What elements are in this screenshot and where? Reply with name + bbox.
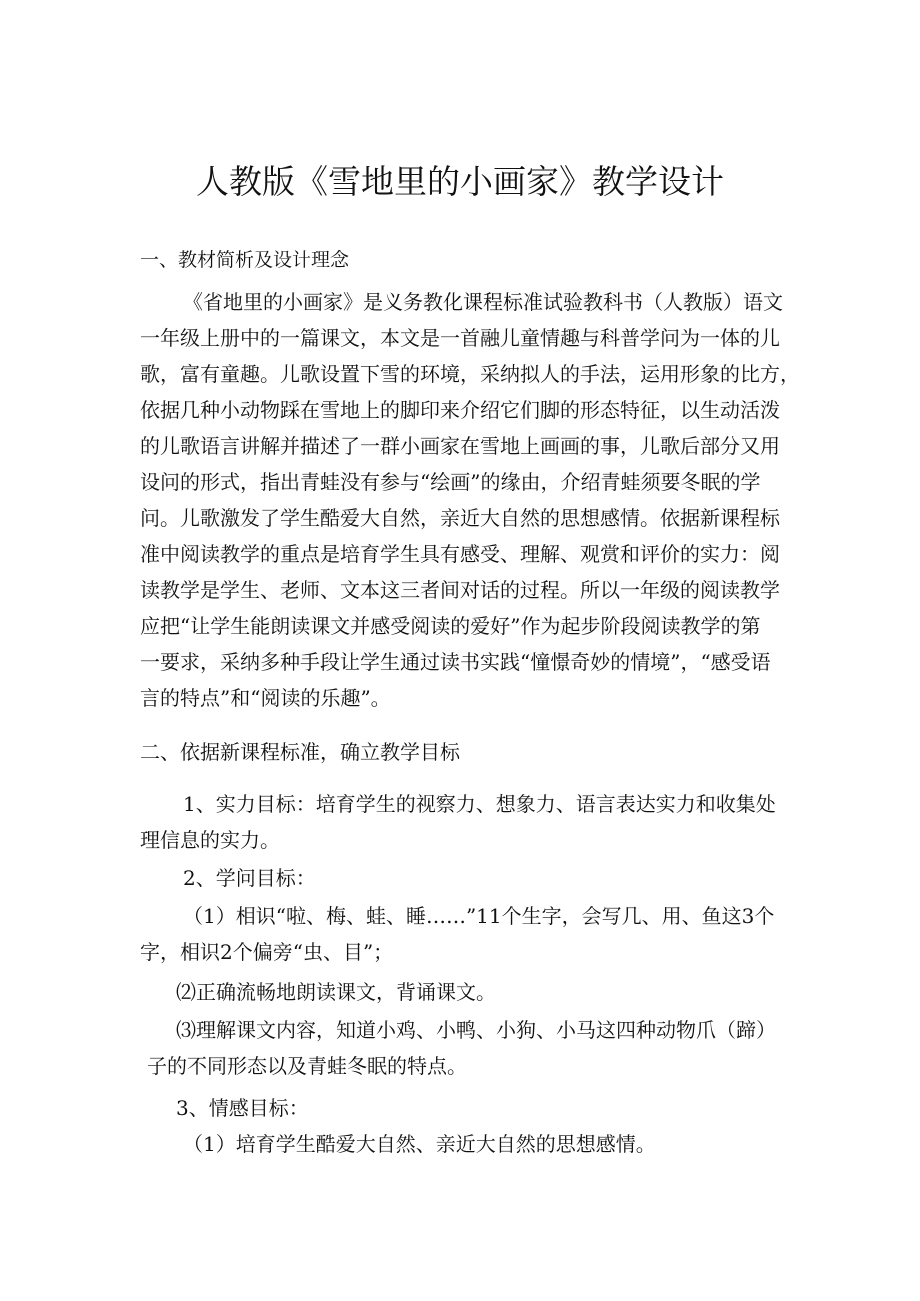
goal2-item3-line-2: 子的不同形态以及青蛙冬眠的特点。 bbox=[147, 1054, 467, 1078]
section1-line-9: 读教学是学生、老师、文本这三者间对话的过程。所以一年级的阅读教学 bbox=[140, 578, 780, 602]
goal2-item1-line-2: 字，相识2个偏旁“虫、目”； bbox=[140, 940, 394, 964]
section1-line-1: 《省地里的小画家》是义务教化课程标准试验教科书（人教版）语文 bbox=[183, 290, 783, 314]
section1-line-11: 一要求，采纳多种手段让学生通过读书实践“憧憬奇妙的情境”，“感受语 bbox=[140, 650, 771, 674]
section1-line-5: 的儿歌语言讲解并描述了一群小画家在雪地上画画的事，儿歌后部分又用 bbox=[140, 434, 780, 458]
section1-line-3: 歌，富有童趣。儿歌设置下雪的环境，采纳拟人的手法，运用形象的比方， bbox=[140, 362, 800, 386]
goal1-line-2: 理信息的实力。 bbox=[140, 828, 280, 852]
section1-line-4: 依据几种小动物踩在雪地上的脚印来介绍它们脚的形态特征，以生动活泼 bbox=[140, 398, 780, 422]
section1-line-6: 设问的形式，指出青蛙没有参与“绘画”的缘由，介绍青蛙须要冬眠的学 bbox=[140, 470, 761, 494]
goal3-heading: 3、情感目标： bbox=[176, 1096, 309, 1120]
goal3-item1: （1）培育学生酷爱大自然、亲近大自然的思想感情。 bbox=[183, 1132, 656, 1156]
section2-heading: 二、依据新课程标准，确立教学目标 bbox=[140, 740, 460, 764]
goal2-item2: ⑵正确流畅地朗读课文，背诵课文。 bbox=[176, 980, 496, 1004]
goal1-line-1: 1、实力目标：培育学生的视察力、想象力、语言表达实力和收集处 bbox=[183, 792, 776, 816]
section1-heading: 一、教材简析及设计理念 bbox=[140, 249, 350, 271]
document-title: 人教版《雪地里的小画家》教学设计 bbox=[196, 162, 724, 201]
section1-line-2: 一年级上册中的一篇课文，本文是一首融儿童情趣与科普学问为一体的儿 bbox=[140, 326, 780, 350]
goal2-item3-line-1: ⑶理解课文内容，知道小鸡、小鸭、小狗、小马这四种动物爪（蹄） bbox=[176, 1018, 776, 1042]
section1-line-10: 应把“让学生能朗读课文并感受阅读的爱好”作为起步阶段阅读教学的第 bbox=[140, 614, 761, 638]
section1-line-8: 准中阅读教学的重点是培育学生具有感受、理解、观赏和评价的实力：阅 bbox=[140, 542, 780, 566]
goal2-item1-line-1: （1）相识“啦、梅、蛙、睡……”11个生字，会写几、用、鱼这3个 bbox=[183, 904, 775, 928]
section1-line-12: 言的特点”和“阅读的乐趣”。 bbox=[140, 686, 391, 710]
section1-line-7: 问。儿歌激发了学生酷爱大自然，亲近大自然的思想感情。依据新课程标 bbox=[140, 506, 780, 530]
goal2-heading: 2、学问目标： bbox=[183, 866, 316, 890]
